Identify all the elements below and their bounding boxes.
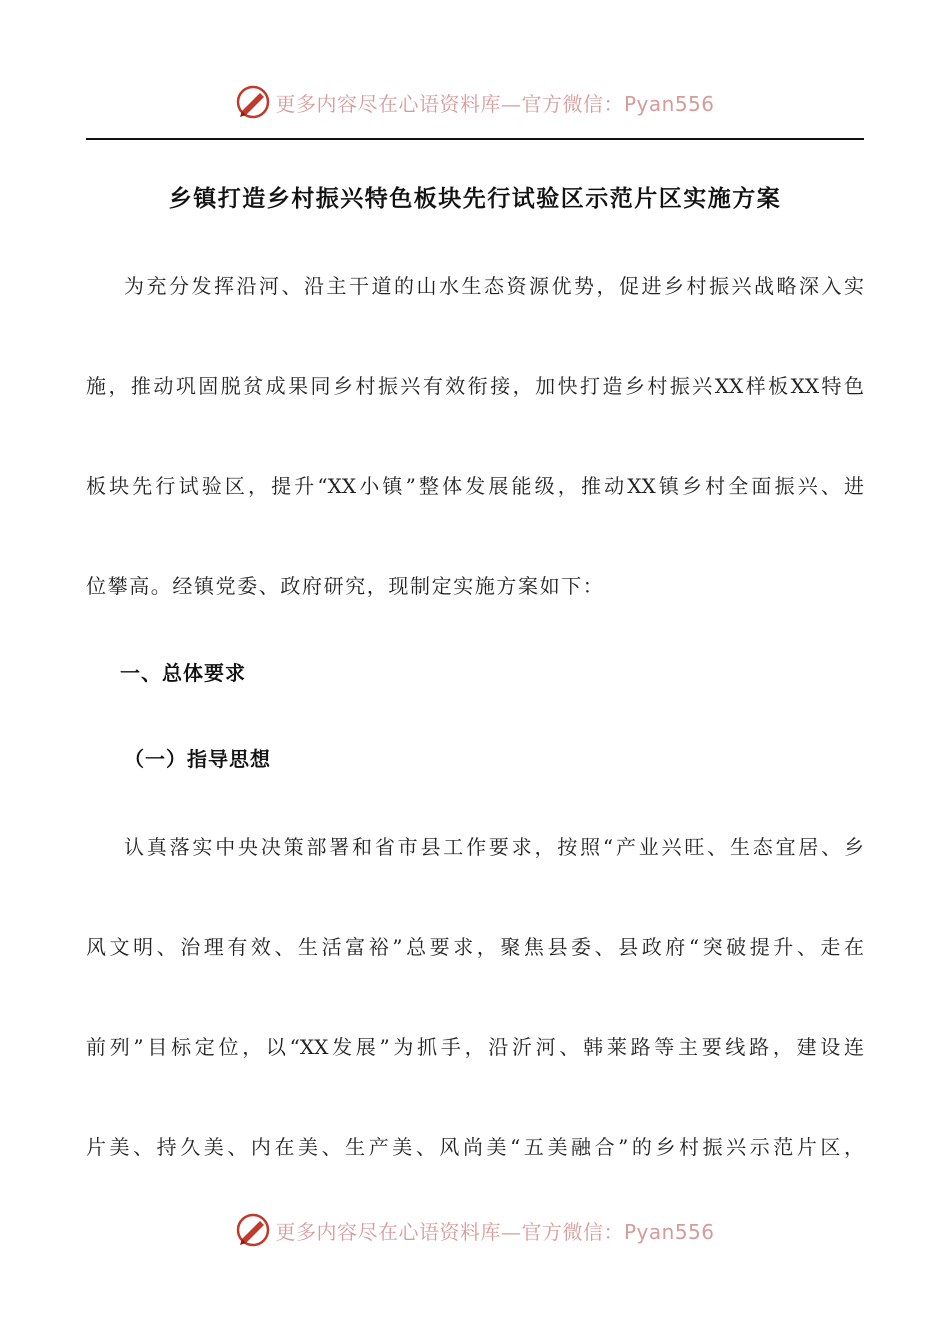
document-title: 乡镇打造乡村振兴特色板块先行试验区示范片区实施方案	[168, 185, 782, 212]
paragraph-line: 板块先行试验区，提升“XX小镇”整体发展能级，推动XX镇乡村全面振兴、进	[86, 474, 864, 498]
header-banner	[0, 80, 950, 124]
paragraph-line: 前列”目标定位，以“XX发展”为抓手，沿沂河、韩莱路等主要线路，建设连	[86, 1035, 864, 1059]
header-wechat-handle: Pyan556	[623, 91, 715, 116]
section-heading: 一、总体要求	[120, 661, 246, 685]
header-banner-text: 更多内容尽在心语资料库—官方微信：Pyan556	[275, 91, 715, 116]
paragraph-line: 片美、持久美、内在美、生产美、风尚美“五美融合”的乡村振兴示范片区，	[86, 1135, 864, 1159]
pen-logo-icon	[235, 1212, 271, 1248]
paragraph-line: 施，推动巩固脱贫成果同乡村振兴有效衔接，加快打造乡村振兴XX样板XX特色	[86, 374, 864, 398]
footer-banner	[0, 1208, 950, 1252]
paragraph-line: 位攀高。经镇党委、政府研究，现制定实施方案如下：	[86, 574, 605, 598]
paragraph-line: 认真落实中央决策部署和省市县工作要求，按照“产业兴旺、生态宜居、乡	[124, 835, 864, 859]
subsection-heading: （一）指导思想	[124, 747, 271, 771]
header-rule	[86, 138, 864, 140]
paragraph-line: 风文明、治理有效、生活富裕”总要求，聚焦县委、县政府“突破提升、走在	[86, 935, 864, 959]
footer-wechat-handle: Pyan556	[623, 1219, 715, 1244]
footer-banner-text: 更多内容尽在心语资料库—官方微信：Pyan556	[275, 1219, 715, 1244]
paragraph-line: 为充分发挥沿河、沿主干道的山水生态资源优势，促进乡村振兴战略深入实	[124, 274, 864, 298]
pen-logo-icon	[235, 84, 271, 120]
